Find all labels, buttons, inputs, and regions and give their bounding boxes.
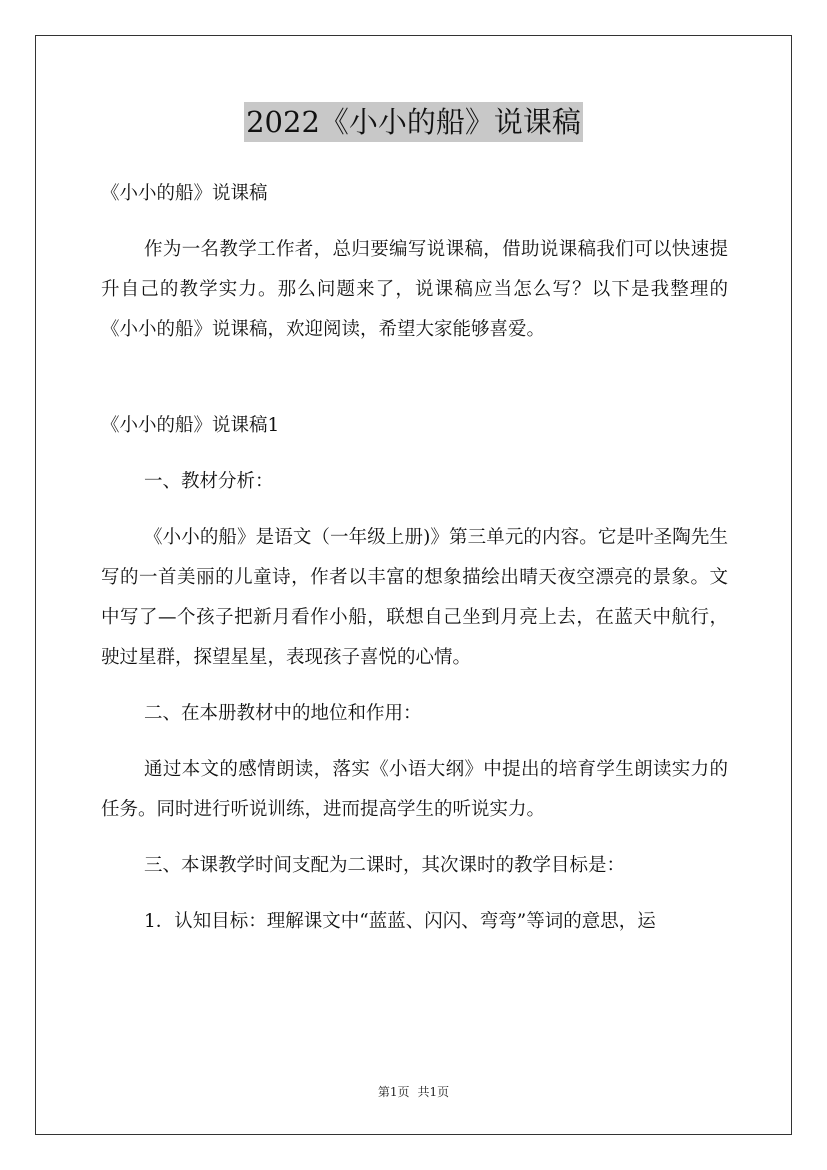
title-container bbox=[0, 102, 827, 142]
subtitle: 《小小的船》说课稿 bbox=[101, 183, 268, 204]
paragraph-schedule: 三、本课教学时间支配为二课时，其次课时的教学目标是： bbox=[144, 855, 626, 876]
page-number: 第1页 bbox=[377, 1085, 410, 1099]
intro-paragraph: 作为一名教学工作者，总归要编写说课稿，借助说课稿我们可以快速提升自己的教学实力。那么问题来了，说课稿应当怎么写？以下是我整理的《小小的船》说课稿，欢迎阅读，希望大家能够喜爱。 bbox=[101, 239, 728, 340]
paragraph-position: 通过本文的感情朗读，落实《小语大纲》中提出的培育学生朗读实力的任务。同时进行听说训练，进而提高学生的听说实力。 bbox=[101, 759, 728, 820]
page-total: 共1页 bbox=[417, 1085, 450, 1099]
document-title: 2022《小小的船》说课稿 bbox=[244, 102, 583, 142]
paragraph-objective-1: 1．认知目标：理解课文中“蓝蓝、闪闪、弯弯”等词的意思，运 bbox=[144, 911, 656, 932]
paragraph-textbook-analysis-heading: 一、教材分析： bbox=[144, 471, 274, 492]
page-footer bbox=[0, 1083, 827, 1100]
section-heading: 《小小的船》说课稿1 bbox=[101, 415, 280, 436]
paragraph-position-heading: 二、在本册教材中的地位和作用： bbox=[144, 703, 422, 724]
document-body bbox=[101, 174, 728, 942]
paragraph-textbook-analysis: 《小小的船》是语文（一年级上册)》第三单元的内容。它是叶圣陶先生写的一首美丽的儿童诗，作者以丰富的想象描绘出晴天夜空漂亮的景象。文中写了—个孩子把新月看作小船，联想自己坐到月亮上去，在蓝天中航行，驶过星群，探望星星，表现孩子喜悦的心情。 bbox=[101, 527, 728, 668]
